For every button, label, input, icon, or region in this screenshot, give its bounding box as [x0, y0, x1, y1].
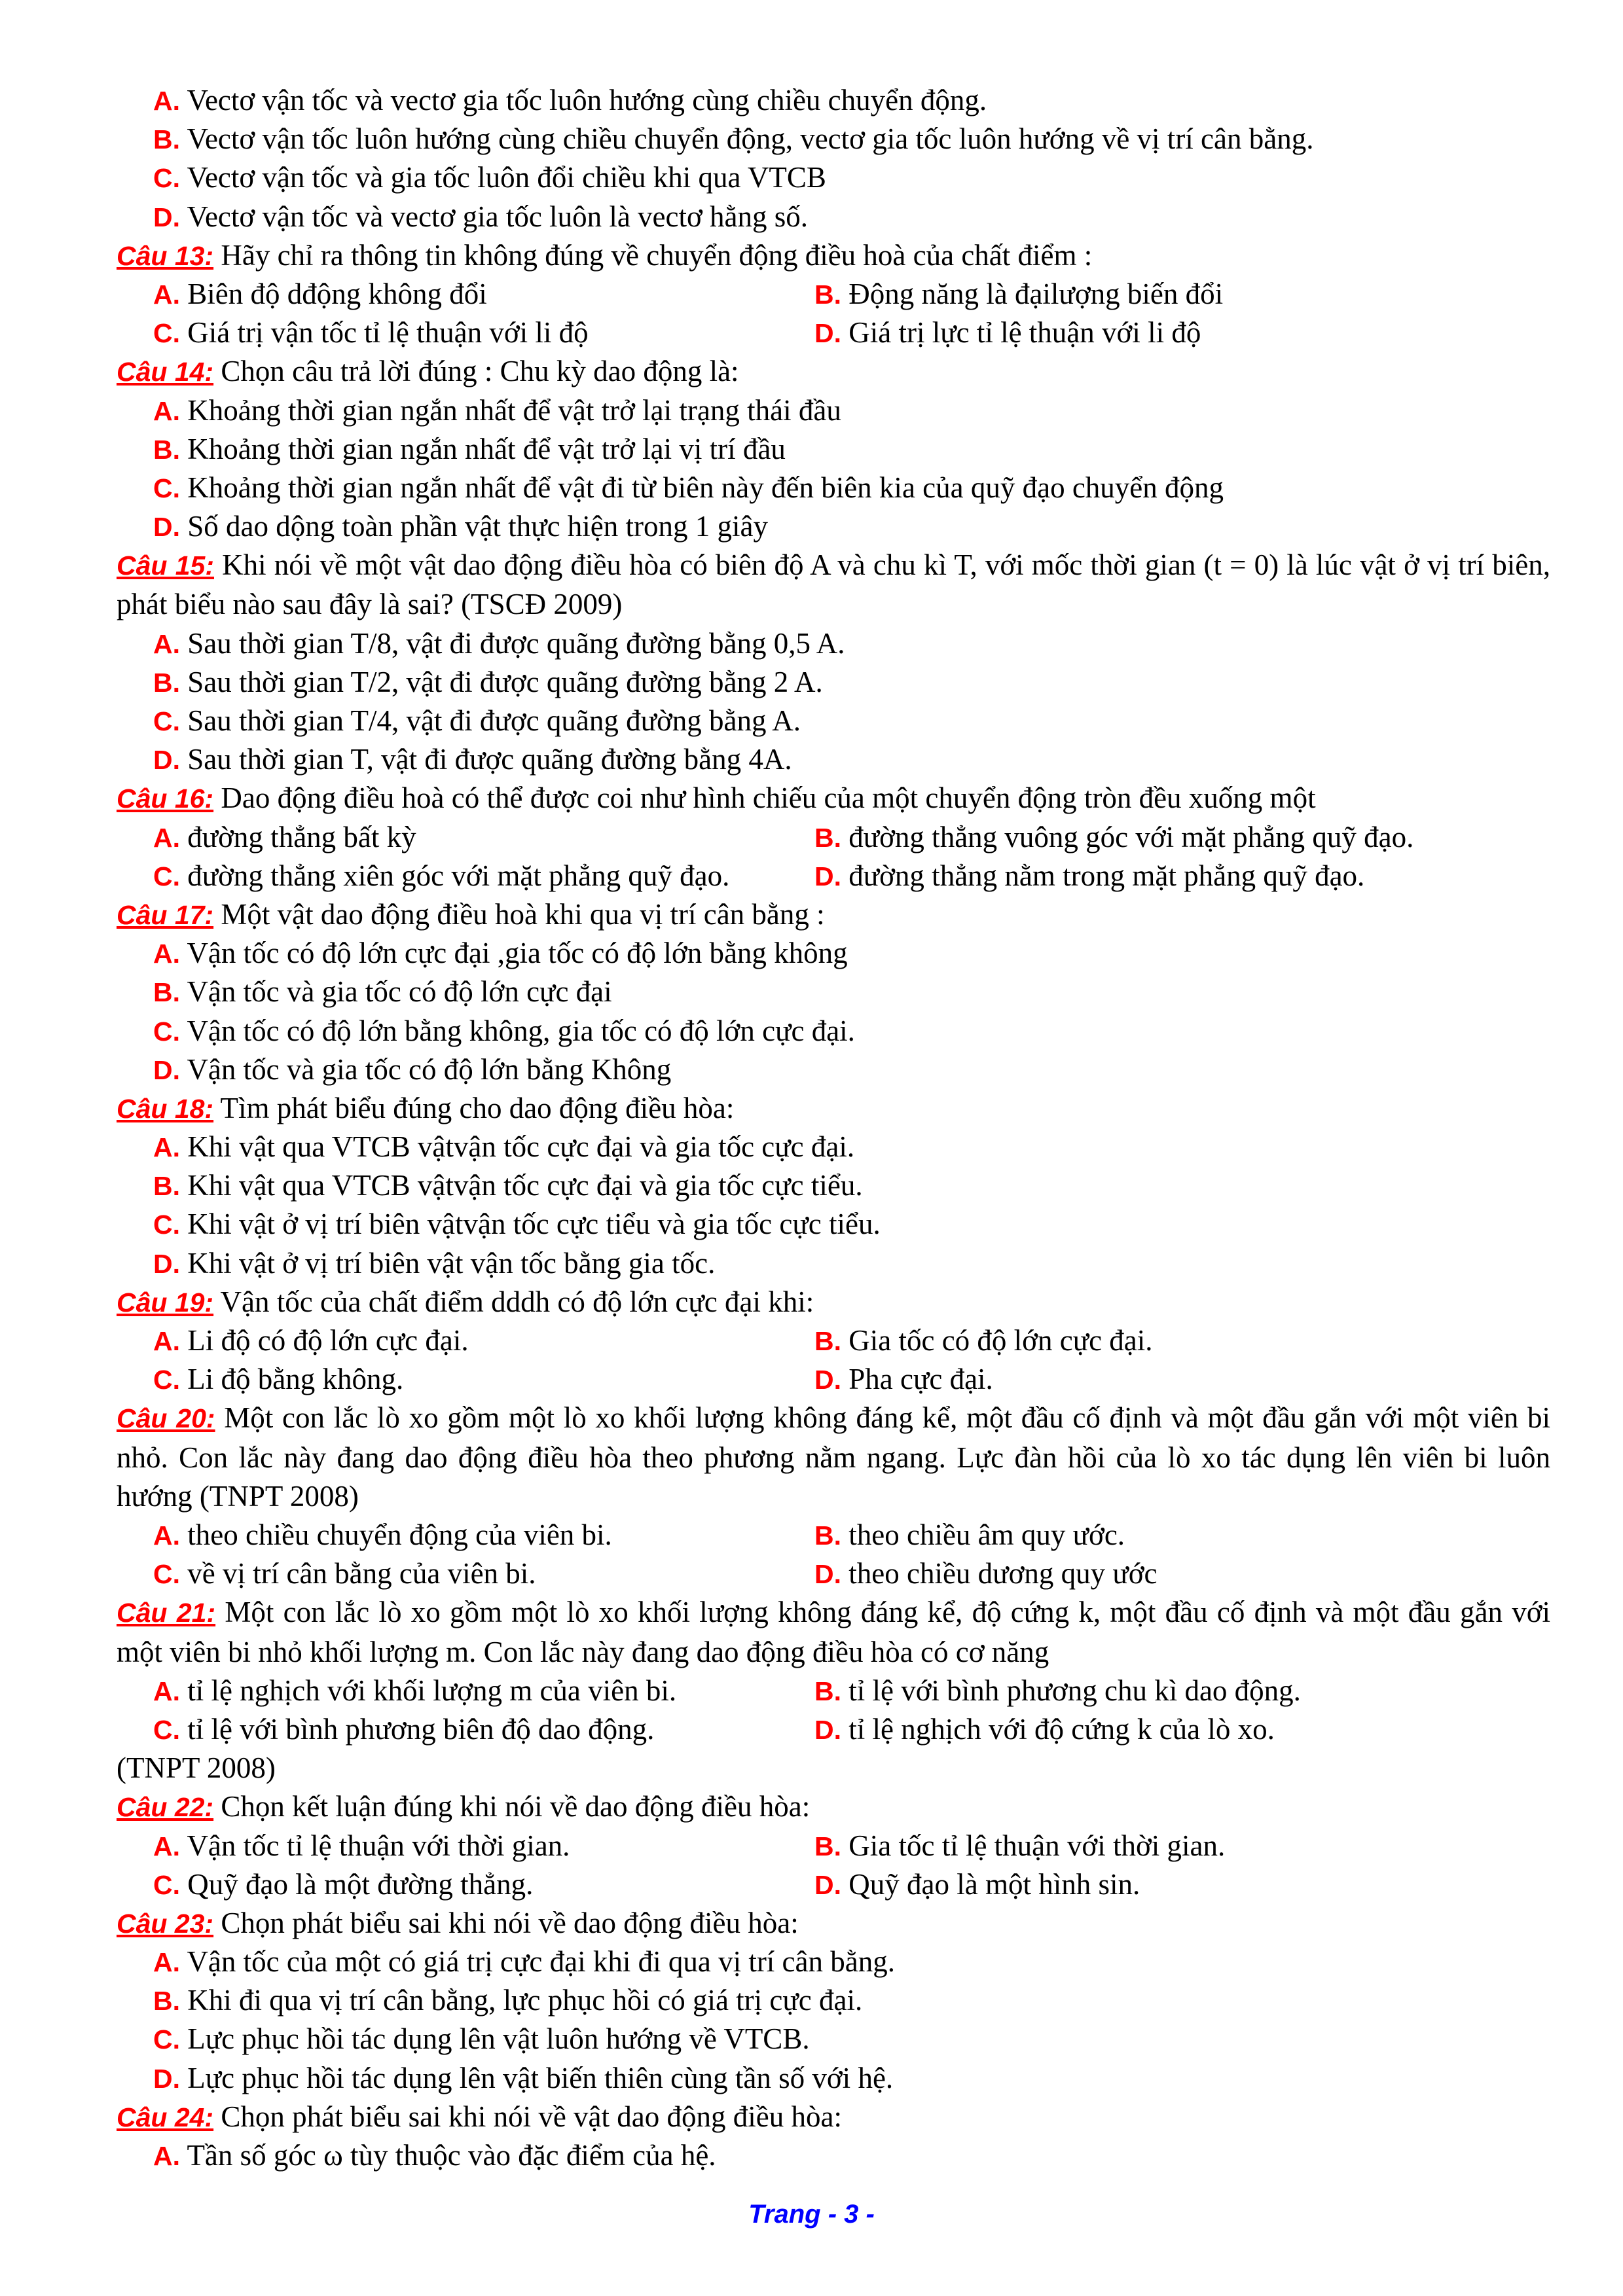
- answer-option: [117, 391, 1550, 430]
- answer-option: [117, 81, 1550, 120]
- option-label: A.: [153, 1326, 180, 1357]
- option-text: Vận tốc có độ lớn cực đại ,gia tốc có độ lớn bằng không: [187, 937, 848, 970]
- option-label: C.: [153, 1210, 180, 1240]
- option-label: A.: [153, 939, 180, 969]
- option-label: C.: [153, 318, 180, 349]
- option-text: Giá trị vận tốc tỉ lệ thuận với li độ: [187, 316, 589, 350]
- question-text: Một con lắc lò xo gồm một lò xo khối lượng không đáng kể, một đầu cố định và một đầu gắn với một viên bi nhỏ. Con lắc này đang dao động điều hòa theo phương nằm ngang. Lực đàn hồi của lò xo tác dụng lên viên bi luôn hướng (TNPT 2008): [117, 1401, 1551, 1513]
- option-text: Khi vật ở vị trí biên vật vận tốc bằng gia tốc.: [187, 1246, 716, 1280]
- option-label: C.: [153, 163, 180, 194]
- option-label: B.: [153, 434, 180, 465]
- page-footer: Trang - 3 -: [748, 2200, 875, 2229]
- option-text: Gia tốc tỉ lệ thuận với thời gian.: [848, 1829, 1226, 1862]
- answer-option: [117, 1516, 814, 1554]
- answer-option: [117, 2020, 1550, 2058]
- question: [117, 236, 1550, 275]
- answer-option: [117, 857, 814, 895]
- question-number: Câu 19:: [117, 1287, 214, 1318]
- option-text: Khi vật qua VTCB vậtvận tốc cực đại và gia tốc cực đại.: [187, 1130, 855, 1164]
- answer-option: [117, 1244, 1550, 1283]
- option-label: A.: [153, 1132, 180, 1163]
- option-label: D.: [814, 1714, 841, 1745]
- option-text: theo chiều dương quy ước: [848, 1557, 1158, 1590]
- answer-option: [814, 275, 1223, 314]
- option-label: D.: [153, 1248, 180, 1279]
- option-label: B.: [153, 977, 180, 1008]
- option-text: theo chiều âm quy ước.: [848, 1518, 1125, 1552]
- answer-option: [117, 120, 1550, 158]
- question-number: Câu 24:: [117, 2102, 214, 2132]
- option-text: Số dao dộng toàn phần vật thực hiện trong 1 giây: [187, 510, 768, 543]
- option-label: B.: [814, 1831, 841, 1861]
- answer-option: [117, 507, 1550, 546]
- question-text: Chọn câu trả lời đúng : Chu kỳ dao động là:: [221, 355, 739, 388]
- option-label: C.: [153, 1016, 180, 1047]
- option-label: B.: [153, 1171, 180, 1202]
- answer-option: [117, 469, 1550, 507]
- answer-option: [814, 1554, 1158, 1593]
- option-label: A.: [153, 628, 180, 659]
- option-label: D.: [153, 745, 180, 776]
- answer-option: [117, 198, 1550, 236]
- option-label: D.: [814, 1559, 841, 1590]
- document-page: [117, 81, 1550, 2175]
- question-text: Chọn phát biểu sai khi nói về vật dao động điều hòa:: [221, 2100, 842, 2133]
- answer-option: [117, 1943, 1550, 1981]
- answer-row: [117, 314, 1550, 352]
- option-label: B.: [153, 667, 180, 698]
- option-label: D.: [153, 2063, 180, 2094]
- answer-row: [117, 1554, 1550, 1593]
- answer-option: [117, 158, 1550, 197]
- option-label: A.: [153, 822, 180, 853]
- answer-option: [117, 1672, 814, 1710]
- option-label: D.: [814, 318, 841, 349]
- option-label: B.: [814, 822, 841, 853]
- answer-option: [117, 702, 1550, 740]
- option-text: Gia tốc có độ lớn cực đại.: [848, 1324, 1153, 1357]
- answer-option: [814, 818, 1413, 857]
- answer-option: [814, 1710, 1275, 1749]
- question-text: Chọn kết luận đúng khi nói về dao động điều hòa:: [221, 1790, 811, 1823]
- option-label: A.: [153, 1676, 180, 1706]
- question: [117, 779, 1550, 817]
- answer-option: [117, 1827, 814, 1865]
- option-text: Pha cực đại.: [848, 1363, 993, 1396]
- option-text: Vectơ vận tốc và vectơ gia tốc luôn hướng cùng chiều chuyển động.: [187, 84, 987, 117]
- question-number: Câu 21:: [117, 1598, 216, 1628]
- option-text: Biên độ dđộng không đổi: [187, 277, 487, 310]
- question: [117, 546, 1550, 624]
- option-text: về vị trí cân bằng của viên bi.: [187, 1557, 536, 1590]
- option-label: D.: [814, 1869, 841, 1900]
- option-label: B.: [153, 1986, 180, 2017]
- option-label: B.: [814, 279, 841, 310]
- answer-row: [117, 1321, 1550, 1360]
- question-number: Câu 15:: [117, 550, 214, 581]
- question-text: Tìm phát biểu đúng cho dao động điều hòa:: [220, 1091, 735, 1124]
- answer-option: [814, 1865, 1140, 1904]
- question-number: Câu 13:: [117, 240, 214, 271]
- option-text: Lực phục hồi tác dụng lên vật luôn hướng về VTCB.: [187, 2022, 810, 2056]
- option-text: Quỹ đạo là một đường thẳng.: [187, 1867, 534, 1901]
- answer-row: [117, 857, 1550, 895]
- question: [117, 1593, 1550, 1671]
- option-label: C.: [153, 2024, 180, 2055]
- option-label: D.: [153, 512, 180, 543]
- question: [117, 1283, 1550, 1321]
- answer-option: [814, 314, 1201, 352]
- answer-option: [814, 1827, 1225, 1865]
- answer-option: [117, 275, 814, 314]
- option-label: C.: [153, 1559, 180, 1590]
- option-label: B.: [153, 124, 180, 155]
- option-label: D.: [153, 1054, 180, 1085]
- source-note: (TNPT 2008): [117, 1751, 276, 1785]
- option-text: Khi vật ở vị trí biên vậtvận tốc cực tiểu và gia tốc cực tiểu.: [187, 1208, 881, 1241]
- answer-option: [117, 934, 1550, 973]
- answer-row: [117, 1865, 1550, 1904]
- option-text: Động năng là đạilượng biến đổi: [848, 277, 1224, 310]
- option-label: A.: [153, 1947, 180, 1978]
- option-text: Khi vật qua VTCB vậtvận tốc cực đại và gia tốc cực tiểu.: [187, 1169, 863, 1202]
- answer-option: [117, 1360, 814, 1399]
- option-label: D.: [814, 861, 841, 891]
- answer-option: [117, 1981, 1550, 2020]
- option-label: B.: [814, 1326, 841, 1357]
- option-text: Sau thời gian T/2, vật đi được quãng đường bằng 2 A.: [187, 665, 823, 698]
- option-text: Sau thời gian T/8, vật đi được quãng đường bằng 0,5 A.: [187, 626, 845, 660]
- option-text: Quỹ đạo là một hình sin.: [848, 1867, 1140, 1901]
- option-label: D.: [153, 202, 180, 232]
- answer-option: [814, 1672, 1301, 1710]
- option-text: Khoảng thời gian ngắn nhất để vật trở lại trạng thái đầu: [187, 393, 841, 427]
- question-text: Dao động điều hoà có thể được coi như hình chiếu của một chuyển động tròn đều xuống một: [221, 781, 1316, 815]
- question-number: Câu 14:: [117, 357, 214, 387]
- answer-option: [117, 2136, 1550, 2175]
- question-number: Câu 23:: [117, 1908, 214, 1939]
- option-text: Khoảng thời gian ngắn nhất để vật trở lại vị trí đầu: [187, 432, 786, 465]
- option-text: Vectơ vận tốc luôn hướng cùng chiều chuyển động, vectơ gia tốc luôn hướng về vị trí cân bằng.: [187, 122, 1314, 156]
- option-label: C.: [153, 473, 180, 503]
- question-number: Câu 16:: [117, 783, 214, 814]
- answer-row: [117, 1710, 1550, 1749]
- option-text: Lực phục hồi tác dụng lên vật biến thiên cùng tần số với hệ.: [187, 2061, 894, 2094]
- answer-option: [117, 973, 1550, 1011]
- option-label: A.: [153, 1831, 180, 1861]
- option-text: Vectơ vận tốc và gia tốc luôn đổi chiều khi qua VTCB: [187, 161, 826, 194]
- option-text: Li độ bằng không.: [187, 1363, 404, 1396]
- answer-option: [117, 1321, 814, 1360]
- option-text: Vận tốc của một có giá trị cực đại khi đi qua vị trí cân bằng.: [187, 1945, 895, 1979]
- option-label: C.: [153, 706, 180, 737]
- option-label: C.: [153, 1869, 180, 1900]
- question: [117, 1399, 1550, 1516]
- answer-option: [814, 1516, 1125, 1554]
- option-text: Vận tốc có độ lớn bằng không, gia tốc có độ lớn cực đại.: [187, 1014, 855, 1047]
- question-text: Chọn phát biểu sai khi nói về dao động điều hòa:: [221, 1906, 799, 1939]
- answer-option: [117, 430, 1550, 469]
- question-number: Câu 20:: [117, 1403, 215, 1434]
- option-text: Vận tốc và gia tốc có độ lớn cực đại: [187, 975, 612, 1009]
- answer-option: [117, 1050, 1550, 1089]
- question: [117, 895, 1550, 934]
- option-text: đường thẳng bất kỳ: [187, 820, 416, 853]
- option-text: Sau thời gian T/4, vật đi được quãng đường bằng A.: [187, 704, 801, 738]
- option-text: tỉ lệ nghịch với độ cứng k của lò xo.: [848, 1712, 1275, 1746]
- question-number: Câu 22:: [117, 1792, 214, 1823]
- question: [117, 352, 1550, 391]
- answer-row: [117, 1827, 1550, 1865]
- option-text: tỉ lệ với bình phương biên độ dao động.: [187, 1712, 655, 1746]
- answer-option: [117, 1205, 1550, 1244]
- answer-row: [117, 1360, 1550, 1399]
- option-label: D.: [814, 1365, 841, 1395]
- question-text: Hãy chỉ ra thông tin không đúng về chuyển động điều hoà của chất điểm :: [221, 238, 1093, 272]
- option-label: A.: [153, 1520, 180, 1551]
- option-label: B.: [814, 1676, 841, 1706]
- question-text: Một con lắc lò xo gồm một lò xo khối lượng không đáng kể, độ cứng k, một đầu cố định và một đầu gắn với một viên bi nhỏ khối lượng m. Con lắc này đang dao động điều hòa có cơ năng: [117, 1596, 1551, 1668]
- option-text: Tần số góc ω tùy thuộc vào đặc điểm của hệ.: [187, 2139, 716, 2172]
- answer-option: [117, 740, 1550, 779]
- option-text: đường thẳng nằm trong mặt phẳng quỹ đạo.: [848, 859, 1365, 892]
- option-text: Vectơ vận tốc và vectơ gia tốc luôn là vectơ hằng số.: [187, 200, 809, 233]
- question: [117, 1787, 1550, 1826]
- option-text: Sau thời gian T, vật đi được quãng đường bằng 4A.: [187, 743, 792, 776]
- option-label: A.: [153, 2141, 180, 2172]
- answer-option: [117, 818, 814, 857]
- option-text: đường thẳng xiên góc với mặt phẳng quỹ đạo.: [187, 859, 730, 892]
- option-label: C.: [153, 1365, 180, 1395]
- answer-option: [117, 624, 1550, 663]
- option-text: theo chiều chuyển động của viên bi.: [187, 1518, 612, 1552]
- answer-option: [117, 314, 814, 352]
- answer-option: [117, 1865, 814, 1904]
- answer-row: [117, 275, 1550, 314]
- answer-option: [814, 1321, 1153, 1360]
- question-number: Câu 17:: [117, 899, 214, 930]
- question: [117, 1904, 1550, 1943]
- option-text: tỉ lệ nghịch với khối lượng m của viên bi.: [187, 1674, 677, 1707]
- answer-option: [117, 1554, 814, 1593]
- option-text: Giá trị lực tỉ lệ thuận với li độ: [848, 316, 1201, 350]
- answer-option: [117, 1166, 1550, 1205]
- question-text: Khi nói về một vật dao động điều hòa có biên độ A và chu kì T, với mốc thời gian (t = 0) là lúc vật ở vị trí biên, phát biểu nào sau đây là sai? (TSCĐ 2009): [117, 548, 1550, 621]
- option-text: Vận tốc tỉ lệ thuận với thời gian.: [187, 1829, 570, 1862]
- option-label: A.: [153, 279, 180, 310]
- answer-option: [117, 663, 1550, 702]
- question: [117, 1089, 1550, 1128]
- option-label: A.: [153, 86, 180, 116]
- answer-option: [117, 1710, 814, 1749]
- option-text: tỉ lệ với bình phương chu kì dao động.: [848, 1674, 1301, 1707]
- option-text: đường thẳng vuông góc với mặt phẳng quỹ đạo.: [848, 820, 1414, 853]
- answer-option: [117, 2059, 1550, 2098]
- option-label: C.: [153, 1714, 180, 1745]
- option-text: Khoảng thời gian ngắn nhất để vật đi từ biên này đến biên kia của quỹ đạo chuyển động: [187, 471, 1224, 504]
- option-label: C.: [153, 861, 180, 891]
- option-text: Li độ có độ lớn cực đại.: [187, 1324, 469, 1357]
- answer-row: [117, 1672, 1550, 1710]
- question-number: Câu 18:: [117, 1093, 214, 1124]
- answer-option: [814, 1360, 993, 1399]
- answer-option: [117, 1128, 1550, 1166]
- answer-row: [117, 1516, 1550, 1554]
- question: [117, 2098, 1550, 2136]
- answer-option: [814, 857, 1364, 895]
- option-label: B.: [814, 1520, 841, 1551]
- answer-row: [117, 818, 1550, 857]
- answer-option: [117, 1012, 1550, 1050]
- option-text: Khi đi qua vị trí cân bằng, lực phục hồi có giá trị cực đại.: [187, 1984, 863, 2017]
- option-text: Vận tốc và gia tốc có độ lớn bằng Không: [187, 1052, 672, 1086]
- question-text: Một vật dao động điều hoà khi qua vị trí cân bằng :: [221, 897, 825, 931]
- question-text: Vận tốc của chất điểm dddh có độ lớn cực đại khi:: [220, 1285, 814, 1318]
- option-label: A.: [153, 395, 180, 426]
